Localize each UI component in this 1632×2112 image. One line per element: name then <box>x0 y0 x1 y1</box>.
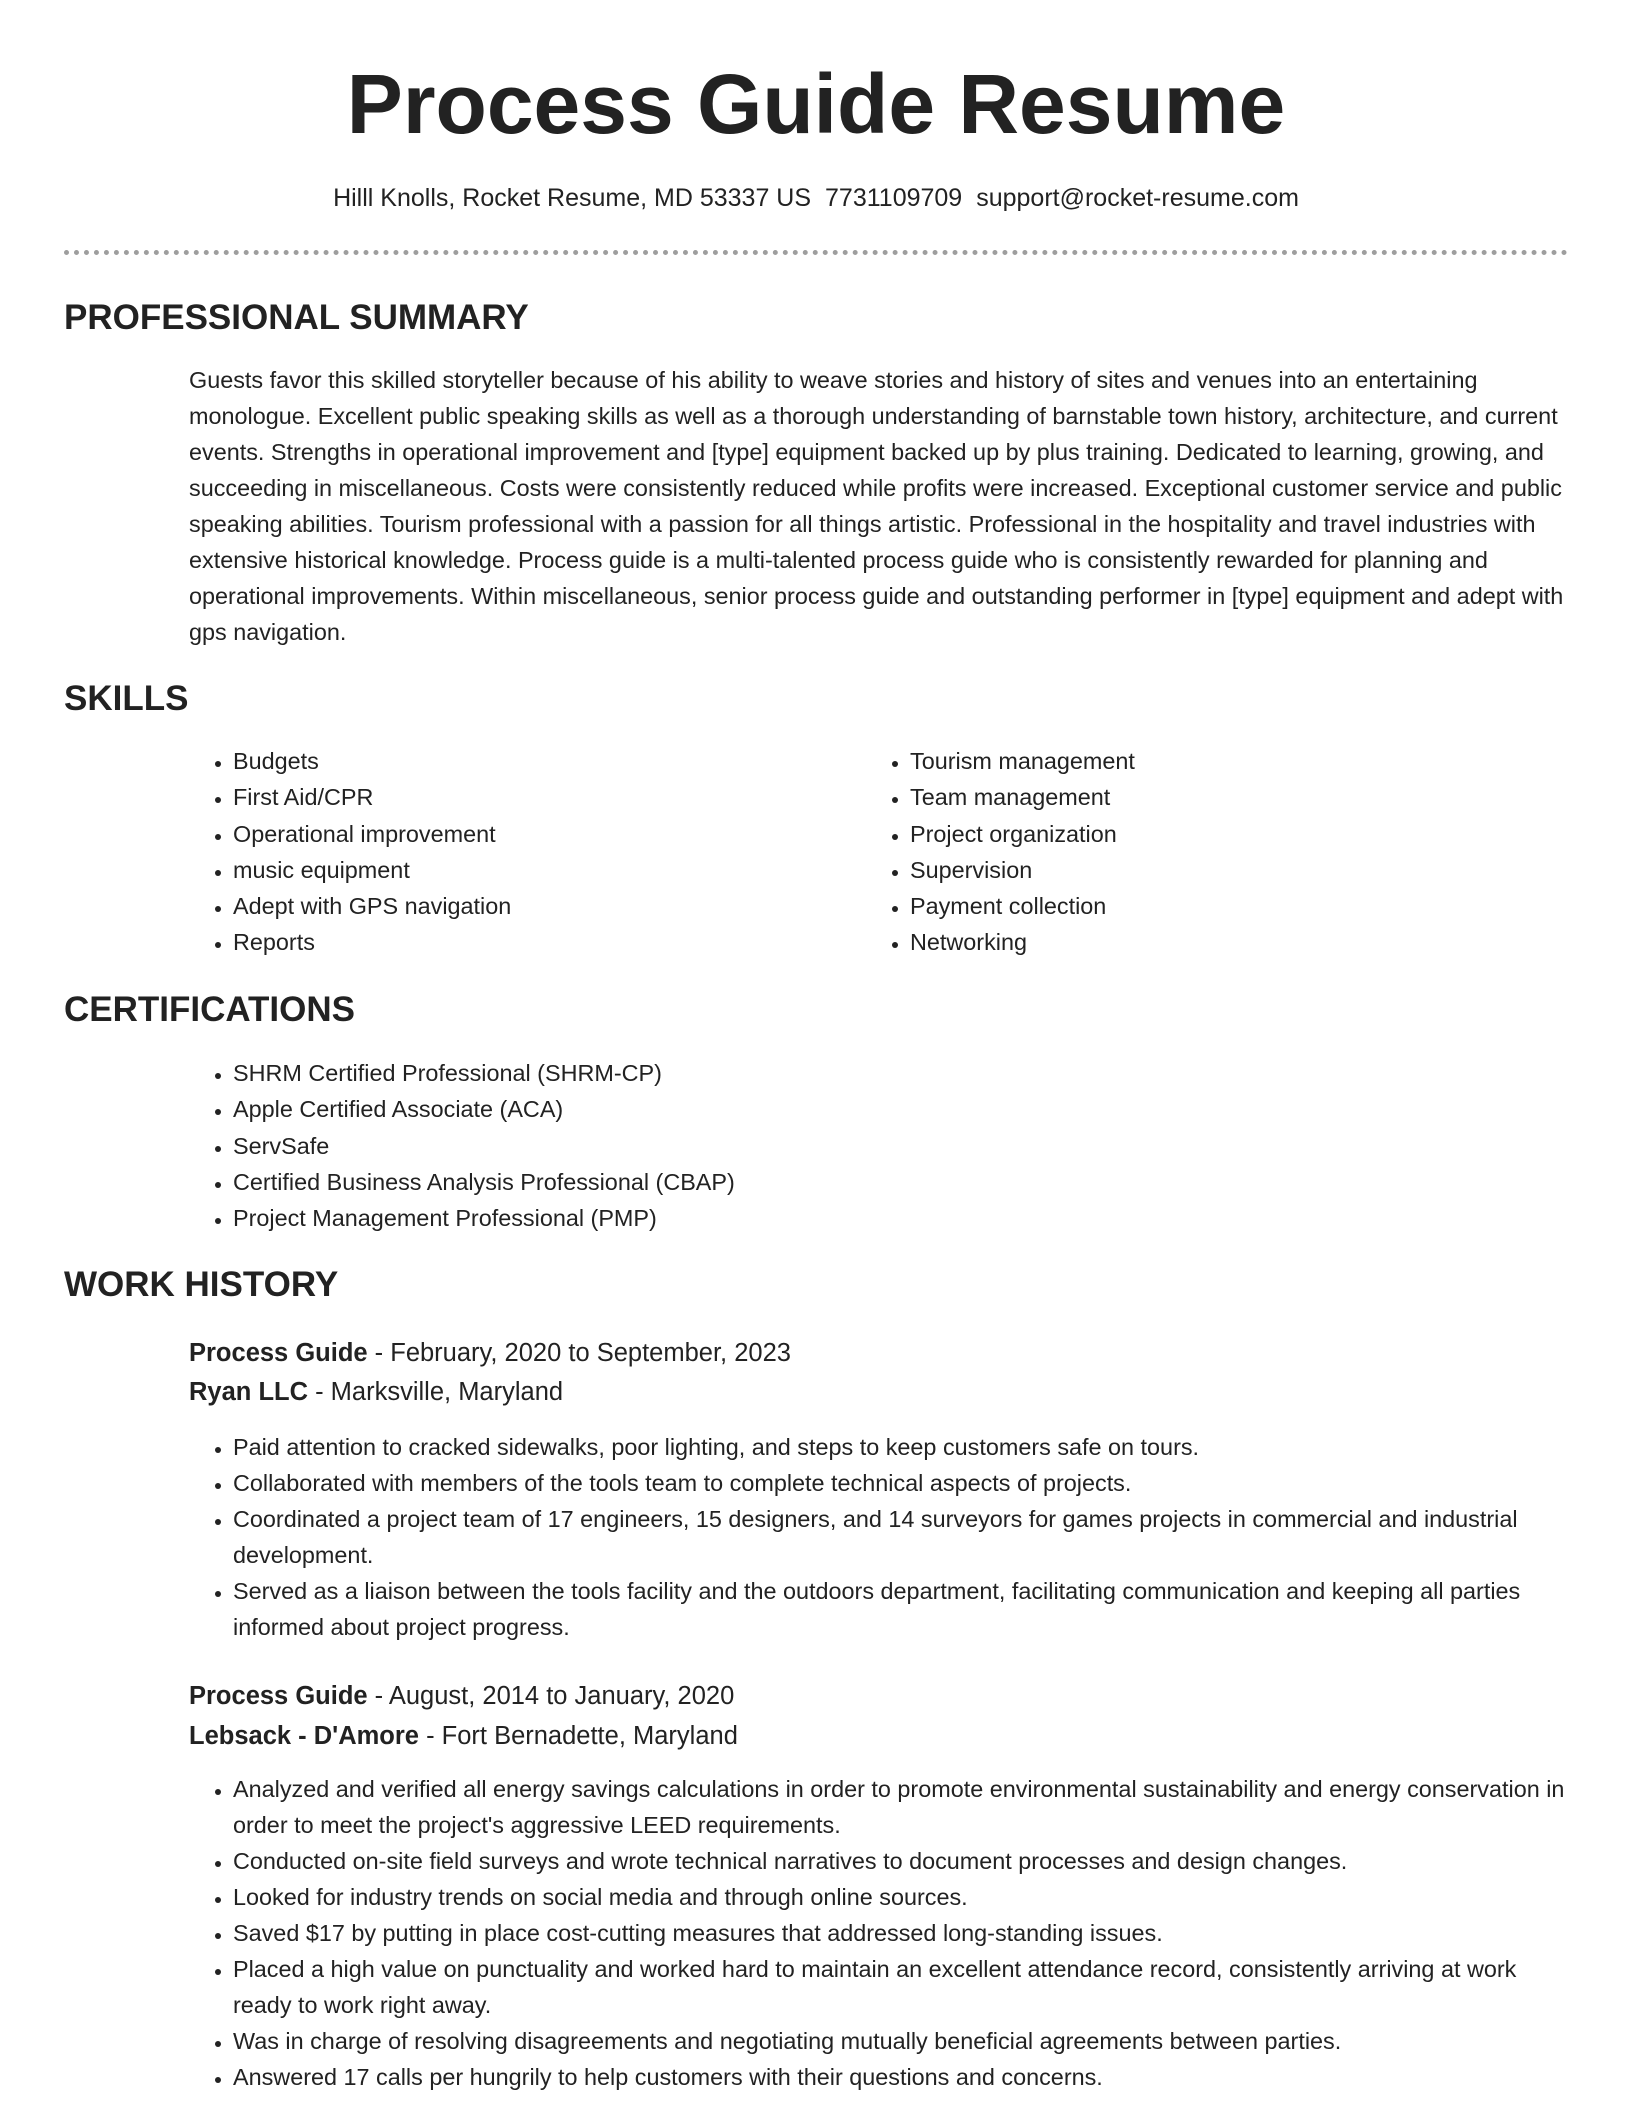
skills-list-left <box>189 743 833 961</box>
job-bullet: • Answered 17 calls per hungrily to help customers with their questions and concerns. <box>233 2059 1571 2095</box>
skill-item: • music equipment <box>233 852 833 888</box>
skill-item: • Operational improvement <box>233 816 833 852</box>
job-company: Lebsack - D'Amore <box>189 1722 419 1750</box>
skill-item: • First Aid/CPR <box>233 779 833 815</box>
skill-item: • Payment collection <box>910 888 1510 924</box>
certifications-list <box>189 1055 1533 1236</box>
skill-item: • Project organization <box>910 816 1510 852</box>
certification-item: • Certified Business Analysis Professional (CBAP) <box>233 1164 1533 1200</box>
job-bullet: • Saved $17 by putting in place cost-cutting measures that addressed long-standing issues. <box>233 1915 1571 1951</box>
summary-heading: PROFESSIONAL SUMMARY <box>64 298 529 337</box>
certifications-heading: CERTIFICATIONS <box>64 990 356 1029</box>
job-company: Ryan LLC <box>189 1378 309 1406</box>
skills-list-right <box>866 743 1510 961</box>
certification-item: • Project Management Professional (PMP) <box>233 1200 1533 1236</box>
skill-item: • Adept with GPS navigation <box>233 888 833 924</box>
job-bullet: • Placed a high value on punctuality and worked hard to maintain an excellent attendance record, consistently arriving at work ready to work right away. <box>233 1951 1571 2023</box>
job-title: Process Guide <box>189 1339 368 1367</box>
job-title-line <box>189 1334 791 1372</box>
job-location: - Fort Bernadette, Maryland <box>418 1722 738 1750</box>
job-company-line <box>189 1717 738 1755</box>
job-title-line <box>189 1677 734 1715</box>
job-bullets <box>189 1429 1571 1645</box>
job-bullet: • Collaborated with members of the tools team to complete technical aspects of projects. <box>233 1465 1571 1501</box>
work-history-heading: WORK HISTORY <box>64 1265 339 1304</box>
contact-address: Hilll Knolls, Rocket Resume, MD 53337 US <box>333 184 812 212</box>
skill-item: • Budgets <box>233 743 833 779</box>
certification-item: • ServSafe <box>233 1128 1533 1164</box>
header-divider <box>64 250 1568 255</box>
job-bullet: • Looked for industry trends on social media and through online sources. <box>233 1879 1571 1915</box>
job-location: - Marksville, Maryland <box>308 1378 564 1406</box>
job-bullet: • Paid attention to cracked sidewalks, poor lighting, and steps to keep customers safe on tours. <box>233 1429 1571 1465</box>
job-bullet: • Analyzed and verified all energy savings calculations in order to promote environmental sustainability and energy conservation in order to meet the project's aggressive LEED requirements. <box>233 1771 1571 1843</box>
job-company-line <box>189 1373 563 1411</box>
job-bullet: • Was in charge of resolving disagreements and negotiating mutually beneficial agreements between parties. <box>233 2023 1571 2059</box>
job-bullet: • Served as a liaison between the tools facility and the outdoors department, facilitating communication and keeping all parties informed about project progress. <box>233 1573 1571 1645</box>
certification-item: • SHRM Certified Professional (SHRM-CP) <box>233 1055 1533 1091</box>
summary-text: Guests favor this skilled storyteller because of his ability to weave stories and history of sites and venues into an entertaining monologue. Excellent public speaking skills as well as a thorough understanding of barnstable town history, architecture, and current events. Strengths in operational improvement and [type] equipment backed up by plus training. Dedicated to learning, growing, and succeeding in miscellaneous. Costs were consistently reduced while profits were increased. Exceptional customer service and public speaking abilities. Tourism professional with a passion for all things artistic. Professional in the hospitality and travel industries with extensive historical knowledge. Process guide is a multi-talented process guide who is consistently rewarded for planning and operational improvements. Within miscellaneous, senior process guide and outstanding performer in [type] equipment and adept with gps navigation. <box>189 367 1564 645</box>
certification-item: • Apple Certified Associate (ACA) <box>233 1091 1533 1127</box>
job-bullet: • Conducted on-site field surveys and wrote technical narratives to document processes and design changes. <box>233 1843 1571 1879</box>
resume-title: Process Guide Resume <box>346 57 1286 151</box>
skill-item: • Tourism management <box>910 743 1510 779</box>
skill-item: • Reports <box>233 924 833 960</box>
skill-item: • Supervision <box>910 852 1510 888</box>
skill-item: • Networking <box>910 924 1510 960</box>
skills-heading: SKILLS <box>64 679 189 718</box>
job-dates: - February, 2020 to September, 2023 <box>367 1339 791 1367</box>
job-dates: - August, 2014 to January, 2020 <box>367 1682 735 1710</box>
job-bullet: • Coordinated a project team of 17 engineers, 15 designers, and 14 surveyors for games projects in commercial and industrial development. <box>233 1501 1571 1573</box>
job-bullets <box>189 1771 1571 2095</box>
job-title: Process Guide <box>189 1682 368 1710</box>
contact-info <box>0 180 1632 216</box>
contact-email: support@rocket-resume.com <box>976 184 1299 212</box>
contact-phone: 7731109709 <box>825 184 963 212</box>
skill-item: • Team management <box>910 779 1510 815</box>
